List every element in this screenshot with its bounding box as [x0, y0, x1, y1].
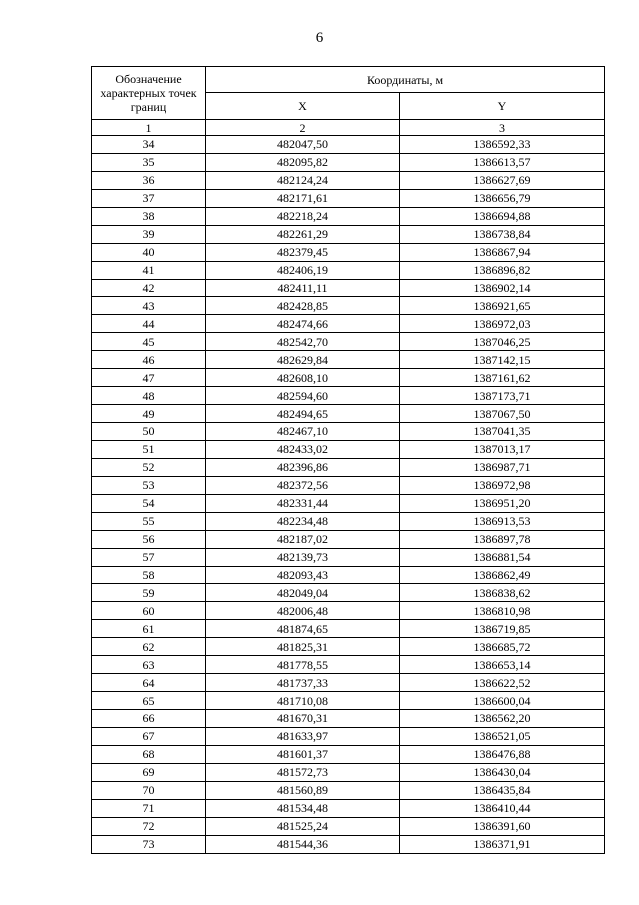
table-row — [92, 297, 605, 315]
table-row — [92, 369, 605, 387]
y-coordinate-cell: 1386810,98 — [400, 602, 605, 620]
point-number-cell: 53 — [92, 476, 206, 494]
table-row — [92, 207, 605, 225]
x-coordinate-cell: 482629,84 — [206, 351, 400, 369]
x-coordinate-cell: 482433,02 — [206, 440, 400, 458]
table-row — [92, 566, 605, 584]
y-coordinate-cell: 1386476,88 — [400, 745, 605, 763]
table-row — [92, 745, 605, 763]
x-coordinate-cell: 481560,89 — [206, 781, 400, 799]
x-coordinate-cell: 481633,97 — [206, 727, 400, 745]
x-coordinate-cell: 482411,11 — [206, 279, 400, 297]
table-row — [92, 225, 605, 243]
x-coordinate-cell: 482049,04 — [206, 584, 400, 602]
y-header: Y — [400, 93, 605, 120]
point-number-cell: 37 — [92, 189, 206, 207]
y-coordinate-cell: 1386430,04 — [400, 763, 605, 781]
point-number-cell: 49 — [92, 405, 206, 423]
y-coordinate-cell: 1387161,62 — [400, 369, 605, 387]
x-coordinate-cell: 481710,08 — [206, 692, 400, 710]
point-number-cell: 50 — [92, 423, 206, 441]
table-row — [92, 440, 605, 458]
x-coordinate-cell: 482171,61 — [206, 189, 400, 207]
point-designation-header: Обозначение характерных точек границ — [92, 67, 206, 120]
y-coordinate-cell: 1386592,33 — [400, 136, 605, 154]
x-coordinate-cell: 482187,02 — [206, 530, 400, 548]
point-number-cell: 48 — [92, 387, 206, 405]
x-coordinate-cell: 482095,82 — [206, 153, 400, 171]
x-coordinate-cell: 481601,37 — [206, 745, 400, 763]
y-coordinate-cell: 1386972,98 — [400, 476, 605, 494]
y-coordinate-cell: 1386881,54 — [400, 548, 605, 566]
point-number-cell: 60 — [92, 602, 206, 620]
y-coordinate-cell: 1386921,65 — [400, 297, 605, 315]
table-row — [92, 458, 605, 476]
table-row — [92, 674, 605, 692]
table-row — [92, 530, 605, 548]
point-number-cell: 39 — [92, 225, 206, 243]
y-coordinate-cell: 1387013,17 — [400, 440, 605, 458]
y-coordinate-cell: 1386738,84 — [400, 225, 605, 243]
y-coordinate-cell: 1386862,49 — [400, 566, 605, 584]
column-number: 3 — [400, 120, 605, 136]
x-coordinate-cell: 481874,65 — [206, 620, 400, 638]
y-coordinate-cell: 1386913,53 — [400, 512, 605, 530]
x-coordinate-cell: 482594,60 — [206, 387, 400, 405]
table-row — [92, 656, 605, 674]
y-coordinate-cell: 1386600,04 — [400, 692, 605, 710]
point-number-cell: 57 — [92, 548, 206, 566]
y-coordinate-cell: 1386867,94 — [400, 243, 605, 261]
x-coordinate-cell: 482428,85 — [206, 297, 400, 315]
point-number-cell: 54 — [92, 494, 206, 512]
x-coordinate-cell: 481525,24 — [206, 817, 400, 835]
y-coordinate-cell: 1387046,25 — [400, 333, 605, 351]
point-number-cell: 56 — [92, 530, 206, 548]
table-row — [92, 512, 605, 530]
y-coordinate-cell: 1386838,62 — [400, 584, 605, 602]
x-coordinate-cell: 481544,36 — [206, 835, 400, 853]
table-row — [92, 136, 605, 154]
table-row — [92, 692, 605, 710]
y-coordinate-cell: 1386987,71 — [400, 458, 605, 476]
y-coordinate-cell: 1387067,50 — [400, 405, 605, 423]
y-coordinate-cell: 1386627,69 — [400, 171, 605, 189]
point-number-cell: 70 — [92, 781, 206, 799]
table-row — [92, 153, 605, 171]
x-coordinate-cell: 482474,66 — [206, 315, 400, 333]
y-coordinate-cell: 1387173,71 — [400, 387, 605, 405]
point-number-cell: 38 — [92, 207, 206, 225]
y-coordinate-cell: 1386435,84 — [400, 781, 605, 799]
x-coordinate-cell: 482331,44 — [206, 494, 400, 512]
point-number-cell: 44 — [92, 315, 206, 333]
x-coordinate-cell: 482372,56 — [206, 476, 400, 494]
table-row — [92, 171, 605, 189]
point-number-cell: 62 — [92, 638, 206, 656]
point-number-cell: 41 — [92, 261, 206, 279]
x-header: X — [206, 93, 400, 120]
point-number-cell: 35 — [92, 153, 206, 171]
table-row — [92, 243, 605, 261]
x-coordinate-cell: 482396,86 — [206, 458, 400, 476]
y-coordinate-cell: 1387142,15 — [400, 351, 605, 369]
table-row — [92, 189, 605, 207]
x-coordinate-cell: 481737,33 — [206, 674, 400, 692]
x-coordinate-cell: 482467,10 — [206, 423, 400, 441]
point-number-cell: 52 — [92, 458, 206, 476]
table-row — [92, 351, 605, 369]
table-row — [92, 494, 605, 512]
point-number-cell: 42 — [92, 279, 206, 297]
table-row — [92, 261, 605, 279]
table-row — [92, 727, 605, 745]
point-number-cell: 72 — [92, 817, 206, 835]
point-number-cell: 71 — [92, 799, 206, 817]
x-coordinate-cell: 482139,73 — [206, 548, 400, 566]
point-number-cell: 40 — [92, 243, 206, 261]
y-coordinate-cell: 1386562,20 — [400, 710, 605, 728]
y-coordinate-cell: 1387041,35 — [400, 423, 605, 441]
y-coordinate-cell: 1386371,91 — [400, 835, 605, 853]
table-row — [92, 584, 605, 602]
x-coordinate-cell: 482006,48 — [206, 602, 400, 620]
coordinates-header: Координаты, м — [206, 67, 605, 93]
page-number: 6 — [315, 30, 324, 46]
column-number: 2 — [206, 120, 400, 136]
y-coordinate-cell: 1386622,52 — [400, 674, 605, 692]
point-number-cell: 58 — [92, 566, 206, 584]
point-number-cell: 47 — [92, 369, 206, 387]
y-coordinate-cell: 1386656,79 — [400, 189, 605, 207]
y-coordinate-cell: 1386897,78 — [400, 530, 605, 548]
table-row — [92, 405, 605, 423]
table-body — [92, 136, 605, 854]
point-number-cell: 67 — [92, 727, 206, 745]
point-number-cell: 45 — [92, 333, 206, 351]
point-number-cell: 51 — [92, 440, 206, 458]
x-coordinate-cell: 481825,31 — [206, 638, 400, 656]
x-coordinate-cell: 482608,10 — [206, 369, 400, 387]
point-number-cell: 34 — [92, 136, 206, 154]
y-coordinate-cell: 1386719,85 — [400, 620, 605, 638]
x-coordinate-cell: 481778,55 — [206, 656, 400, 674]
table-row — [92, 799, 605, 817]
y-coordinate-cell: 1386391,60 — [400, 817, 605, 835]
point-number-cell: 65 — [92, 692, 206, 710]
y-coordinate-cell: 1386972,03 — [400, 315, 605, 333]
x-coordinate-cell: 481534,48 — [206, 799, 400, 817]
x-coordinate-cell: 482494,65 — [206, 405, 400, 423]
table-row — [92, 620, 605, 638]
point-number-cell: 69 — [92, 763, 206, 781]
table-row — [92, 817, 605, 835]
point-number-cell: 66 — [92, 710, 206, 728]
y-coordinate-cell: 1386410,44 — [400, 799, 605, 817]
x-coordinate-cell: 482218,24 — [206, 207, 400, 225]
column-number: 1 — [92, 120, 206, 136]
x-coordinate-cell: 482542,70 — [206, 333, 400, 351]
point-number-cell: 64 — [92, 674, 206, 692]
table-row — [92, 835, 605, 853]
point-number-cell: 63 — [92, 656, 206, 674]
table-row — [92, 638, 605, 656]
table-row — [92, 548, 605, 566]
point-number-cell: 73 — [92, 835, 206, 853]
y-coordinate-cell: 1386951,20 — [400, 494, 605, 512]
x-coordinate-cell: 482093,43 — [206, 566, 400, 584]
table-row — [92, 763, 605, 781]
point-number-cell: 59 — [92, 584, 206, 602]
x-coordinate-cell: 481572,73 — [206, 763, 400, 781]
x-coordinate-cell: 482047,50 — [206, 136, 400, 154]
table-row — [92, 423, 605, 441]
point-number-cell: 68 — [92, 745, 206, 763]
y-coordinate-cell: 1386521,05 — [400, 727, 605, 745]
y-coordinate-cell: 1386613,57 — [400, 153, 605, 171]
y-coordinate-cell: 1386694,88 — [400, 207, 605, 225]
point-number-cell: 46 — [92, 351, 206, 369]
x-coordinate-cell: 482406,19 — [206, 261, 400, 279]
table-row — [92, 602, 605, 620]
y-coordinate-cell: 1386896,82 — [400, 261, 605, 279]
y-coordinate-cell: 1386902,14 — [400, 279, 605, 297]
x-coordinate-cell: 482261,29 — [206, 225, 400, 243]
x-coordinate-cell: 482124,24 — [206, 171, 400, 189]
point-number-cell: 36 — [92, 171, 206, 189]
table-row — [92, 387, 605, 405]
table-row — [92, 315, 605, 333]
y-coordinate-cell: 1386685,72 — [400, 638, 605, 656]
table-row — [92, 476, 605, 494]
x-coordinate-cell: 481670,31 — [206, 710, 400, 728]
point-number-cell: 61 — [92, 620, 206, 638]
coordinates-table — [91, 66, 605, 854]
table-row — [92, 279, 605, 297]
y-coordinate-cell: 1386653,14 — [400, 656, 605, 674]
x-coordinate-cell: 482234,48 — [206, 512, 400, 530]
table-row — [92, 781, 605, 799]
point-number-cell: 55 — [92, 512, 206, 530]
x-coordinate-cell: 482379,45 — [206, 243, 400, 261]
table-row — [92, 333, 605, 351]
point-number-cell: 43 — [92, 297, 206, 315]
table-row — [92, 710, 605, 728]
